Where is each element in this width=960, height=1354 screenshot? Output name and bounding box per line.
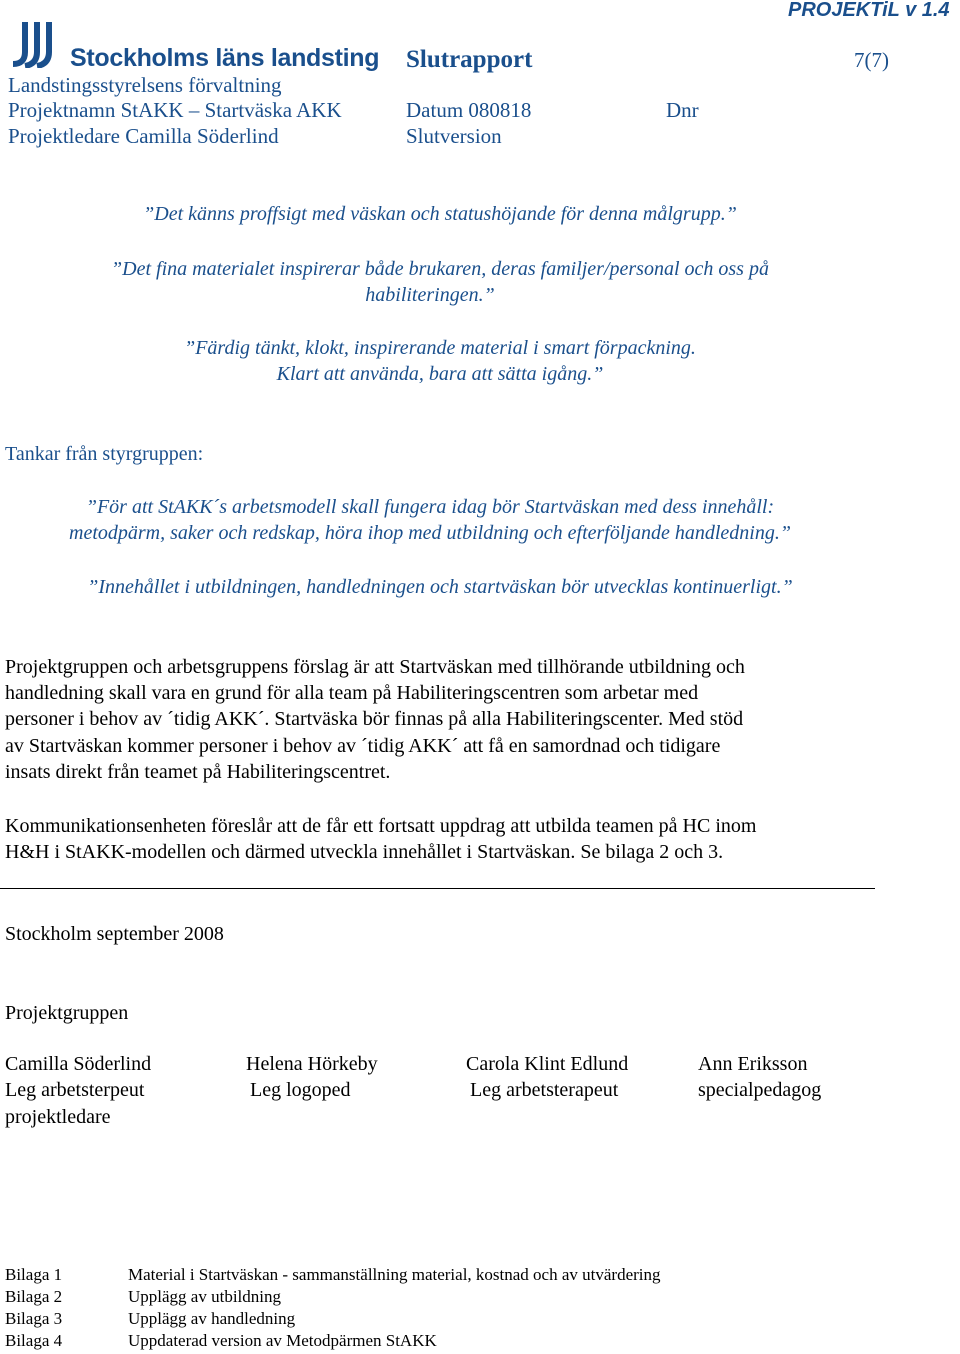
attachment-text: Upplägg av handledning	[128, 1309, 296, 1328]
paragraph-line: Projektgruppen och arbetsgruppens förslag är att Startväskan med tillhörande utbildning och	[5, 656, 745, 678]
quote-line: ”Färdig tänkt, klokt, inspirerande material i smart förpackning.	[184, 337, 696, 359]
quote-line: ”Det fina materialet inspirerar både brukaren, deras familjer/personal och oss på	[111, 258, 769, 280]
signatory-name: Camilla Söderlind	[5, 1053, 152, 1075]
group-label: Projektgruppen	[5, 1002, 129, 1024]
paragraph-line: H&H i StAKK-modellen och därmed utveckla innehållet i Startväskan. Se bilaga 2 och 3.	[5, 841, 724, 863]
attachment-label: Bilaga 4	[5, 1331, 63, 1350]
version-status: Slutversion	[406, 124, 502, 148]
paragraph-line: personer i behov av ´tidig AKK´. Startväska bör finnas på alla Habiliteringscenter. Med stöd	[5, 708, 744, 730]
paragraph-line: handledning skall vara en grund för alla team på Habiliteringscentren som arbetar med	[5, 682, 699, 704]
paragraph-line: av Startväskan kommer personer i behov av ´tidig AKK´ att få en samordnad och tidigare	[5, 735, 721, 757]
org-name: Stockholms läns landsting	[70, 44, 380, 72]
attachment-text: Upplägg av utbildning	[128, 1287, 281, 1306]
attachment-label: Bilaga 2	[5, 1287, 63, 1306]
template-version: PROJEKTiL v 1.4	[788, 0, 950, 21]
attachment-text: Material i Startväskan - sammanställning material, kostnad och av utvärdering	[128, 1265, 661, 1284]
doc-date: Datum 080818	[406, 98, 532, 122]
project-leader: Projektledare Camilla Söderlind	[8, 124, 279, 148]
signatory-title: Leg logoped	[250, 1079, 351, 1101]
paragraph-line: insats direkt från teamet på Habiliteringscentret.	[5, 761, 391, 783]
signatory-name: Carola Klint Edlund	[466, 1053, 629, 1075]
project-name: Projektnamn StAKK – Startväska AKK	[8, 98, 342, 122]
signatory-role: projektledare	[5, 1106, 111, 1128]
quote-line: Klart att använda, bara att sätta igång.”	[276, 363, 604, 385]
page-number: 7(7)	[854, 48, 889, 72]
divider	[0, 888, 875, 889]
attachment-text: Uppdaterad version av Metodpärmen StAKK	[128, 1331, 437, 1350]
quote-line: metodpärm, saker och redskap, höra ihop med utbildning och efterföljande handledning.”	[69, 522, 791, 544]
quote-line: ”Det känns proffsigt med väskan och statushöjande för denna målgrupp.”	[143, 203, 737, 225]
paragraph-line: Kommunikationsenheten föreslår att de får ett fortsatt uppdrag att utbilda teamen på HC inom	[5, 815, 757, 837]
place-date: Stockholm september 2008	[5, 923, 224, 945]
attachment-label: Bilaga 3	[5, 1309, 63, 1328]
dnr-label: Dnr	[666, 98, 699, 122]
department: Landstingsstyrelsens förvaltning	[8, 73, 282, 97]
quote-line: ”Innehållet i utbildningen, handledningen och startväskan bör utvecklas kontinuerligt.”	[87, 576, 793, 598]
signatory-name: Ann Eriksson	[698, 1053, 808, 1075]
doc-type: Slutrapport	[406, 46, 533, 73]
attachment-label: Bilaga 1	[5, 1265, 63, 1284]
signatory-title: specialpedagog	[698, 1079, 822, 1101]
quote-line: ”För att StAKK´s arbetsmodell skall fungera idag bör Startväskan med dess innehåll:	[85, 496, 775, 518]
signatory-title: Leg arbetsterpeut	[5, 1079, 145, 1101]
signatory-title: Leg arbetsterapeut	[470, 1079, 619, 1101]
steering-heading: Tankar från styrgruppen:	[5, 443, 204, 465]
signatory-name: Helena Hörkeby	[246, 1053, 378, 1075]
quote-line: habiliteringen.”	[365, 284, 495, 306]
sll-logo-icon	[9, 20, 67, 68]
